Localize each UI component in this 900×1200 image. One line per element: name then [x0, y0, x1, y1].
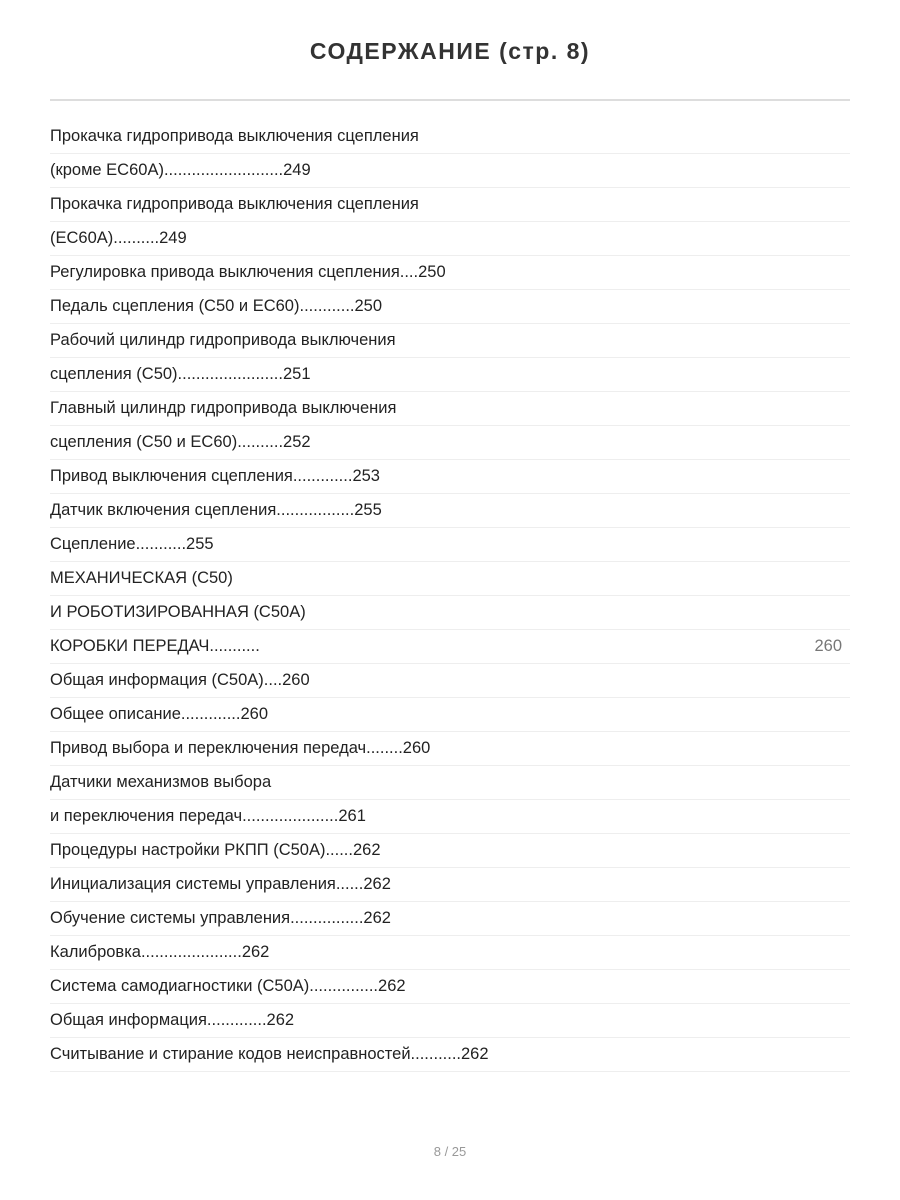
toc-entry[interactable]	[50, 698, 850, 732]
toc-entry-text: Обучение системы управления................262	[50, 909, 391, 927]
title-divider	[50, 99, 850, 101]
toc-entry[interactable]	[50, 358, 850, 392]
toc-entry-text: Инициализация системы управления......262	[50, 875, 391, 893]
toc-entry-text: Главный цилиндр гидропривода выключения	[50, 399, 397, 417]
toc-entry[interactable]	[50, 630, 850, 664]
toc-entry-text: сцепления (C50).......................251	[50, 365, 311, 383]
toc-entry-text: Система самодиагностики (C50A)...............262	[50, 977, 406, 995]
toc-entry[interactable]	[50, 290, 850, 324]
toc-entry[interactable]	[50, 1038, 850, 1072]
toc-entry[interactable]	[50, 834, 850, 868]
toc-entry[interactable]	[50, 188, 850, 222]
toc-entry[interactable]	[50, 256, 850, 290]
toc-entry-text: КОРОБКИ ПЕРЕДАЧ...........	[50, 637, 260, 655]
toc-entry-text: Датчики механизмов выбора	[50, 773, 272, 791]
toc-entry-text: Процедуры настройки РКПП (C50A)......262	[50, 841, 381, 859]
toc-entry[interactable]	[50, 426, 850, 460]
toc-entry[interactable]	[50, 392, 850, 426]
toc-entry-page-number: 260	[814, 637, 842, 655]
toc-entry[interactable]	[50, 120, 850, 154]
toc-entry[interactable]	[50, 562, 850, 596]
toc-entry-text: (кроме EC60A)..........................249	[50, 161, 311, 179]
toc-entry[interactable]	[50, 324, 850, 358]
toc-entry-text: Сцепление...........255	[50, 535, 214, 553]
toc-entry-text: Общее описание.............260	[50, 705, 268, 723]
toc-entry-text: (EC60A)..........249	[50, 229, 187, 247]
toc-entry-text: Считывание и стирание кодов неисправностей...........262	[50, 1045, 489, 1063]
toc-entry-text: сцепления (C50 и EC60)..........252	[50, 433, 311, 451]
toc-entry-text: Общая информация.............262	[50, 1011, 295, 1029]
toc-entry[interactable]	[50, 970, 850, 1004]
page-title: СОДЕРЖАНИЕ (стр. 8)	[309, 38, 591, 64]
toc-entry-text: Прокачка гидропривода выключения сцепления	[50, 127, 419, 145]
toc-entry[interactable]	[50, 596, 850, 630]
toc-entry[interactable]	[50, 664, 850, 698]
toc-entry-text: Датчик включения сцепления.................255	[50, 501, 382, 519]
toc-entry[interactable]	[50, 528, 850, 562]
toc-entry[interactable]	[50, 936, 850, 970]
toc-entry-text: МЕХАНИЧЕСКАЯ (C50)	[50, 569, 233, 587]
toc-entry[interactable]	[50, 766, 850, 800]
toc-entry-text: Педаль сцепления (C50 и EC60)............250	[50, 297, 383, 315]
toc-entry[interactable]	[50, 154, 850, 188]
toc-entry-text: Регулировка привода выключения сцепления....250	[50, 263, 446, 281]
toc-entry-text: Общая информация (C50A)....260	[50, 671, 310, 689]
toc-entry[interactable]	[50, 494, 850, 528]
toc-entry[interactable]	[50, 732, 850, 766]
toc-entry-text: Прокачка гидропривода выключения сцепления	[50, 195, 419, 213]
page-indicator: 8 / 25	[433, 1144, 467, 1159]
toc-entry[interactable]	[50, 902, 850, 936]
toc-entry-text: И РОБОТИЗИРОВАННАЯ (C50A)	[50, 603, 306, 621]
toc-entry[interactable]	[50, 800, 850, 834]
toc-entry[interactable]	[50, 222, 850, 256]
toc-entry[interactable]	[50, 1004, 850, 1038]
toc-entry[interactable]	[50, 460, 850, 494]
toc-entry[interactable]	[50, 868, 850, 902]
toc-entry-text: Привод выключения сцепления.............253	[50, 467, 380, 485]
table-of-contents	[50, 120, 850, 1072]
toc-entry-text: Калибровка......................262	[50, 943, 270, 961]
toc-entry-text: и переключения передач.....................261	[50, 807, 366, 825]
toc-entry-text: Рабочий цилиндр гидропривода выключения	[50, 331, 396, 349]
toc-entry-text: Привод выбора и переключения передач........260	[50, 739, 431, 757]
